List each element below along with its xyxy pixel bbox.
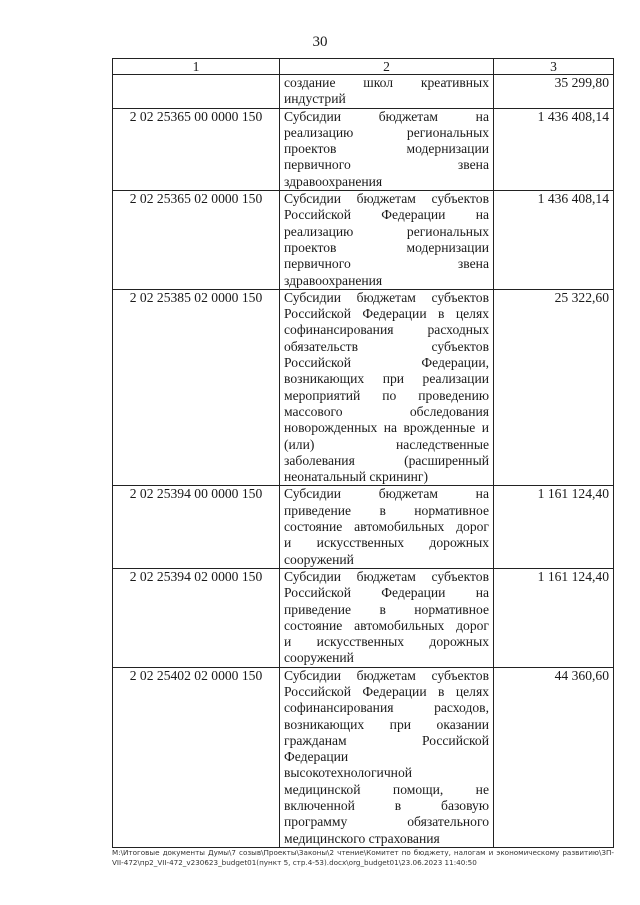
description-line: софинансирования расходов, bbox=[284, 700, 489, 716]
budget-code: 2 02 25365 02 0000 150 bbox=[113, 191, 280, 290]
description-line: здравоохранения bbox=[284, 272, 383, 288]
column-header-3: 3 bbox=[494, 59, 614, 75]
description-line: Российской Федерации в целях bbox=[284, 306, 489, 322]
revenue-description bbox=[280, 486, 494, 568]
description-line: неонатальный скрининг) bbox=[284, 469, 429, 485]
table-body bbox=[113, 75, 614, 848]
description-line: Субсидии бюджетам субъектов bbox=[284, 568, 489, 584]
description-line: Субсидии бюджетам субъектов bbox=[284, 191, 489, 207]
description-line: Субсидии бюджетам на bbox=[284, 486, 489, 502]
table-row bbox=[113, 191, 614, 290]
description-line: софинансирования расходных bbox=[284, 322, 489, 338]
description-line: приведение в нормативное bbox=[284, 502, 489, 518]
description-line: новорожденных на врожденные и bbox=[284, 420, 489, 436]
table-row bbox=[113, 486, 614, 568]
table-row bbox=[113, 75, 614, 109]
description-line: включенной в базовую bbox=[284, 798, 489, 814]
budget-code: 2 02 25394 00 0000 150 bbox=[113, 486, 280, 568]
description-line: здравоохранения bbox=[284, 173, 383, 189]
revenue-description bbox=[280, 108, 494, 190]
description-line: Российской Федерации на bbox=[284, 207, 489, 223]
table-header-row bbox=[113, 59, 614, 75]
description-line: состояние автомобильных дорог bbox=[284, 519, 489, 535]
amount-value: 35 299,80 bbox=[494, 75, 614, 109]
table-row bbox=[113, 289, 614, 486]
amount-value: 25 322,60 bbox=[494, 289, 614, 486]
description-line: и искусственных дорожных bbox=[284, 634, 489, 650]
revenue-description bbox=[280, 75, 494, 109]
description-line: сооружений bbox=[284, 650, 354, 666]
column-header-1: 1 bbox=[113, 59, 280, 75]
description-line: возникающих при оказании bbox=[284, 716, 489, 732]
amount-value: 44 360,60 bbox=[494, 667, 614, 847]
description-line: состояние автомобильных дорог bbox=[284, 617, 489, 633]
revenue-description bbox=[280, 191, 494, 290]
table-row bbox=[113, 568, 614, 667]
budget-code bbox=[113, 75, 280, 109]
budget-revenue-table bbox=[112, 58, 614, 848]
budget-code: 2 02 25365 00 0000 150 bbox=[113, 108, 280, 190]
description-line: реализацию региональных bbox=[284, 124, 489, 140]
amount-value: 1 436 408,14 bbox=[494, 108, 614, 190]
description-line: сооружений bbox=[284, 551, 354, 567]
description-line: Субсидии бюджетам на bbox=[284, 108, 489, 124]
description-line: массового обследования bbox=[284, 403, 489, 419]
description-line: гражданам Российской bbox=[284, 732, 489, 748]
budget-code: 2 02 25385 02 0000 150 bbox=[113, 289, 280, 486]
document-path-footer: М:\Итоговые документы Думы\7 созыв\Проекты\Законы\2 чтение\Комитет по бюджету, налогам и экономическому развитию\ЗП-VII-472\пр2_VII-472_v230623_budget01(пункт 5, стр.4-53).docx\org_budget01\23.06.2023 11:40:50 bbox=[112, 848, 614, 867]
description-line: приведение в нормативное bbox=[284, 601, 489, 617]
description-line: Федерации bbox=[284, 749, 349, 765]
amount-value: 1 436 408,14 bbox=[494, 191, 614, 290]
description-line: Российской Федерации, bbox=[284, 355, 489, 371]
description-line: первичного звена bbox=[284, 157, 489, 173]
description-line: индустрий bbox=[284, 91, 346, 107]
description-line: обязательств субъектов bbox=[284, 338, 489, 354]
table-row bbox=[113, 667, 614, 847]
budget-code: 2 02 25402 02 0000 150 bbox=[113, 667, 280, 847]
budget-code: 2 02 25394 02 0000 150 bbox=[113, 568, 280, 667]
revenue-description bbox=[280, 289, 494, 486]
description-line: высокотехнологичной bbox=[284, 765, 413, 781]
description-line: Российской Федерации на bbox=[284, 585, 489, 601]
description-line: Субсидии бюджетам субъектов bbox=[284, 667, 489, 683]
description-line: мероприятий по проведению bbox=[284, 387, 489, 403]
description-line: проектов модернизации bbox=[284, 239, 489, 255]
amount-value: 1 161 124,40 bbox=[494, 568, 614, 667]
description-line: медицинского страхования bbox=[284, 830, 440, 846]
description-line: заболевания (расширенный bbox=[284, 452, 489, 468]
table-row bbox=[113, 108, 614, 190]
amount-value: 1 161 124,40 bbox=[494, 486, 614, 568]
description-line: и искусственных дорожных bbox=[284, 535, 489, 551]
description-line: создание школ креативных bbox=[284, 75, 489, 90]
description-line: Российской Федерации в целях bbox=[284, 683, 489, 699]
description-line: проектов модернизации bbox=[284, 141, 489, 157]
description-line: возникающих при реализации bbox=[284, 371, 489, 387]
revenue-description bbox=[280, 667, 494, 847]
revenue-description bbox=[280, 568, 494, 667]
description-line: Субсидии бюджетам субъектов bbox=[284, 289, 489, 305]
description-line: первичного звена bbox=[284, 256, 489, 272]
description-line: (или) наследственные bbox=[284, 436, 489, 452]
description-line: медицинской помощи, не bbox=[284, 781, 489, 797]
page-number: 30 bbox=[312, 34, 328, 50]
description-line: программу обязательного bbox=[284, 814, 489, 830]
description-line: реализацию региональных bbox=[284, 223, 489, 239]
column-header-2: 2 bbox=[280, 59, 494, 75]
